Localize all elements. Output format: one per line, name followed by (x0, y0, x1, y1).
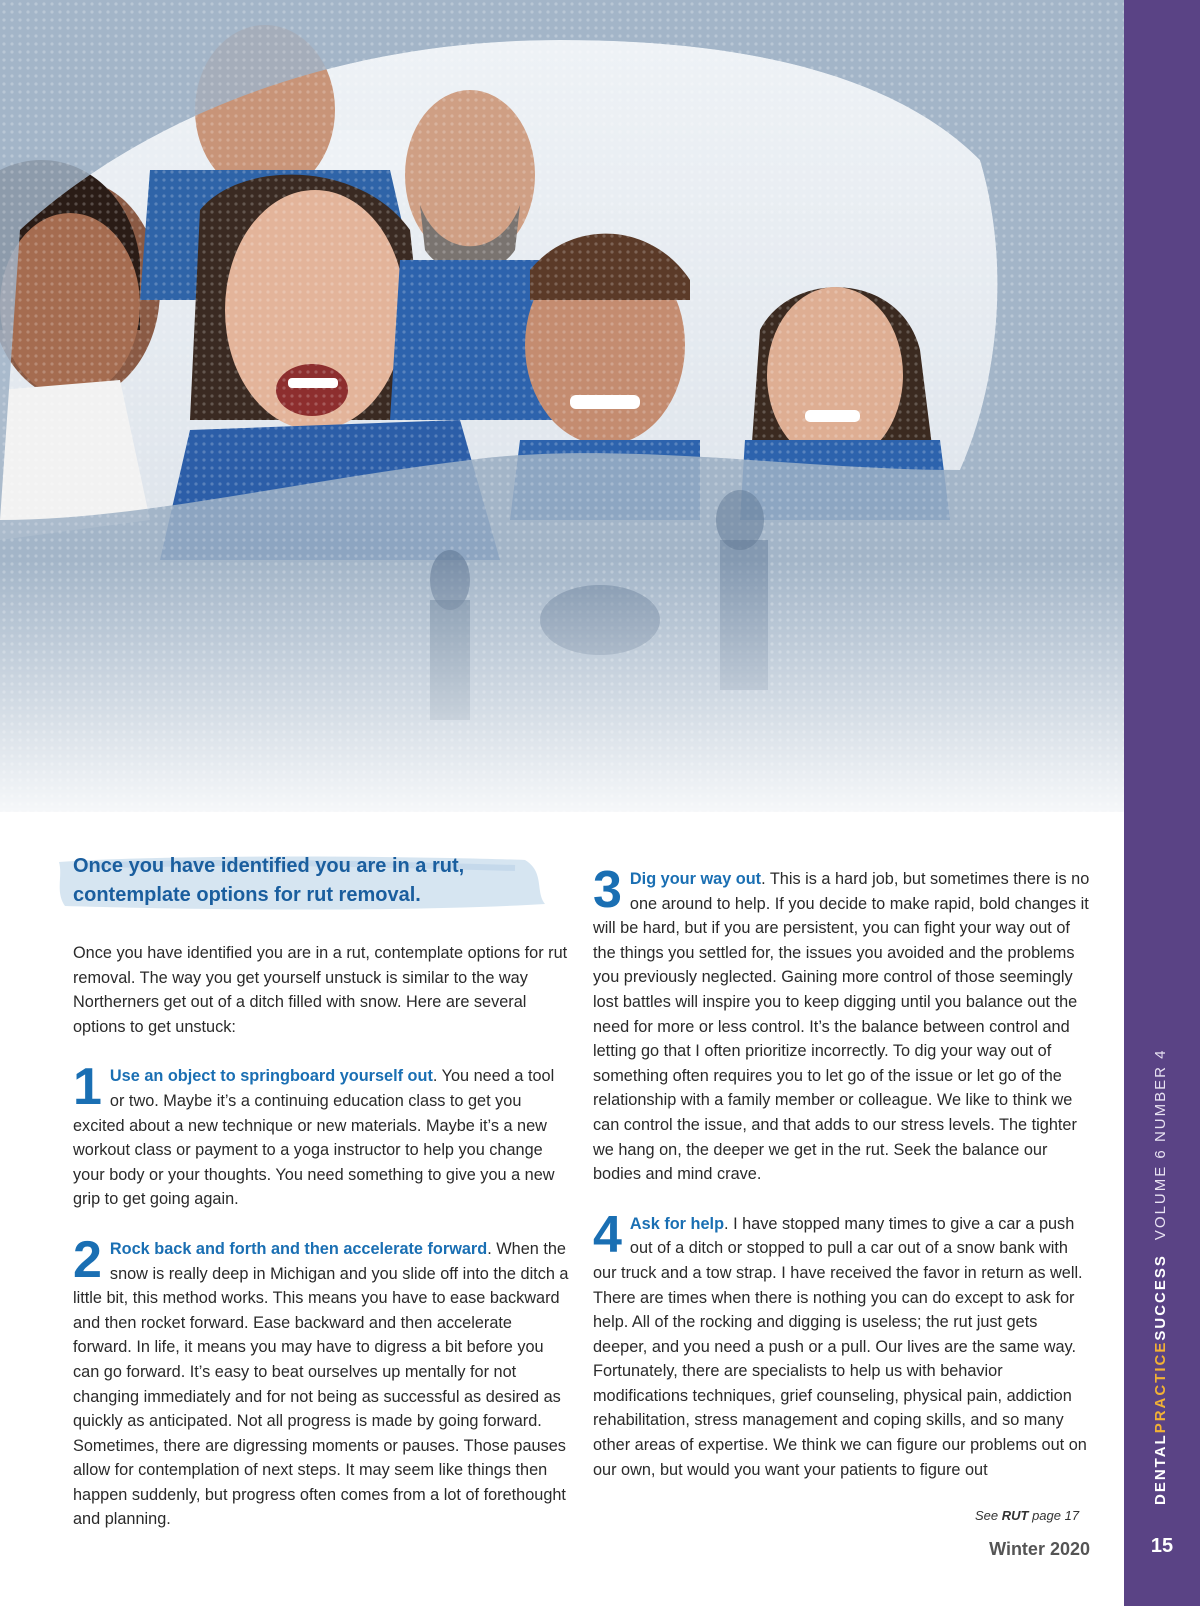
hero-photo (0, 0, 1124, 812)
right-column (593, 861, 1093, 1507)
intro-paragraph: Once you have identified you are in a rut, contemplate options for rut removal. The way you get yourself unstuck is similar to the way Northerners get out of a ditch filled with snow. Here are several options to get unstuck: (73, 944, 568, 1036)
continuation-suffix: page 17 (1028, 1508, 1080, 1523)
left-column (73, 941, 573, 1557)
brand-practice: PRACTICE (1152, 1340, 1169, 1434)
callout-heading (55, 852, 525, 910)
option-lead: Ask for help (629, 1214, 725, 1233)
option-2 (73, 1230, 573, 1532)
brand-dental: DENTAL (1152, 1433, 1169, 1505)
option-text: . This is a hard job, but sometimes there is no one around to help. If you decide to make rapid, bold changes it will be hard, but if you are persistent, you can fight your way out of the things you settled for, the issues you avoided and the problems you previously neglected. Gaining more control of those seemingly lost battles will inspire you to keep digging until you balance out the need for more or less control. It’s the balance between control and letting go that I often prioritize incorrectly. To dig your way out of something often requires you to let go of the issue or let go of the relationship with a family member or colleague. We like to think we can control the issue, and that adds to our stress levels. The tighter we hang on, the deeper we get in the rut. Seek the balance our bodies and mind crave. (593, 870, 1090, 1184)
option-number: 3 (593, 861, 622, 919)
brand-success: SUCCESS (1152, 1254, 1169, 1341)
issue-season: Winter 2020 (989, 1539, 1090, 1559)
callout-line-2: contemplate options for rut removal. (73, 884, 421, 906)
option-text: . You need a tool or two. Maybe it’s a continuing education class to get you excited about a new technique or new materials. Maybe it’s a new workout class or payment to a yoga instructor to help you change your body or your thoughts. You need something to give you a new grip to get going again. (73, 1067, 555, 1209)
callout-line-1: Once you have identified you are in a rut, (73, 855, 465, 877)
continuation-note[interactable] (975, 1508, 1079, 1523)
page-number: 15 (1150, 1535, 1174, 1557)
option-number: 1 (73, 1058, 102, 1117)
continuation-keyword: RUT (1001, 1508, 1029, 1523)
option-lead: Dig your way out (629, 870, 762, 888)
option-number: 4 (593, 1205, 622, 1264)
option-3 (593, 861, 1093, 1187)
option-4 (593, 1205, 1093, 1483)
hero-illustration (0, 0, 1124, 812)
option-lead: Use an object to springboard yourself out (109, 1067, 433, 1086)
option-lead: Rock back and forth and then accelerate forward (109, 1239, 488, 1258)
magazine-title-vertical (1147, 1048, 1175, 1505)
option-number: 2 (73, 1230, 102, 1289)
option-1 (73, 1058, 573, 1212)
volume-issue: VOLUME 6 NUMBER 4 (1152, 1048, 1169, 1241)
option-text: . When the snow is really deep in Michigan and you slide off into the ditch a little bit, this method works. This means you have to ease backward and then rocket forward. Ease backward and then accelerate forward. In life, it means you may have to digress a bit before you can go forward. It’s easy to beat ourselves up mentally for not changing immediately and for not being as successful as desired as quickly as anticipated. Not all progress is made by going forward. Sometimes, there are digressing moments or pauses. Those pauses allow for contemplation of next steps. It may seem like things then happen suddenly, but progress often comes from a lot of forethought and planning. (73, 1239, 569, 1529)
option-text: . I have stopped many times to give a car a push out of a ditch or stopped to pull a car out of a snow bank with our truck and a tow strap. I have received the favor in return as well. There are times when there is nothing you can do except to ask for help. All of the rocking and digging is useless; the rut just gets deeper, and you need a push or a pull. Our lives are the same way. Fortunately, there are specialists to help us with behavior modifications techniques, grief counseling, physical pain, addiction rehabilitation, stress management and coping skills, and so many other areas of expertise. We think we can figure our problems out on our own, but would you want your patients to figure out (593, 1214, 1087, 1479)
callout-text (73, 852, 533, 910)
continuation-prefix: See (975, 1508, 1002, 1523)
